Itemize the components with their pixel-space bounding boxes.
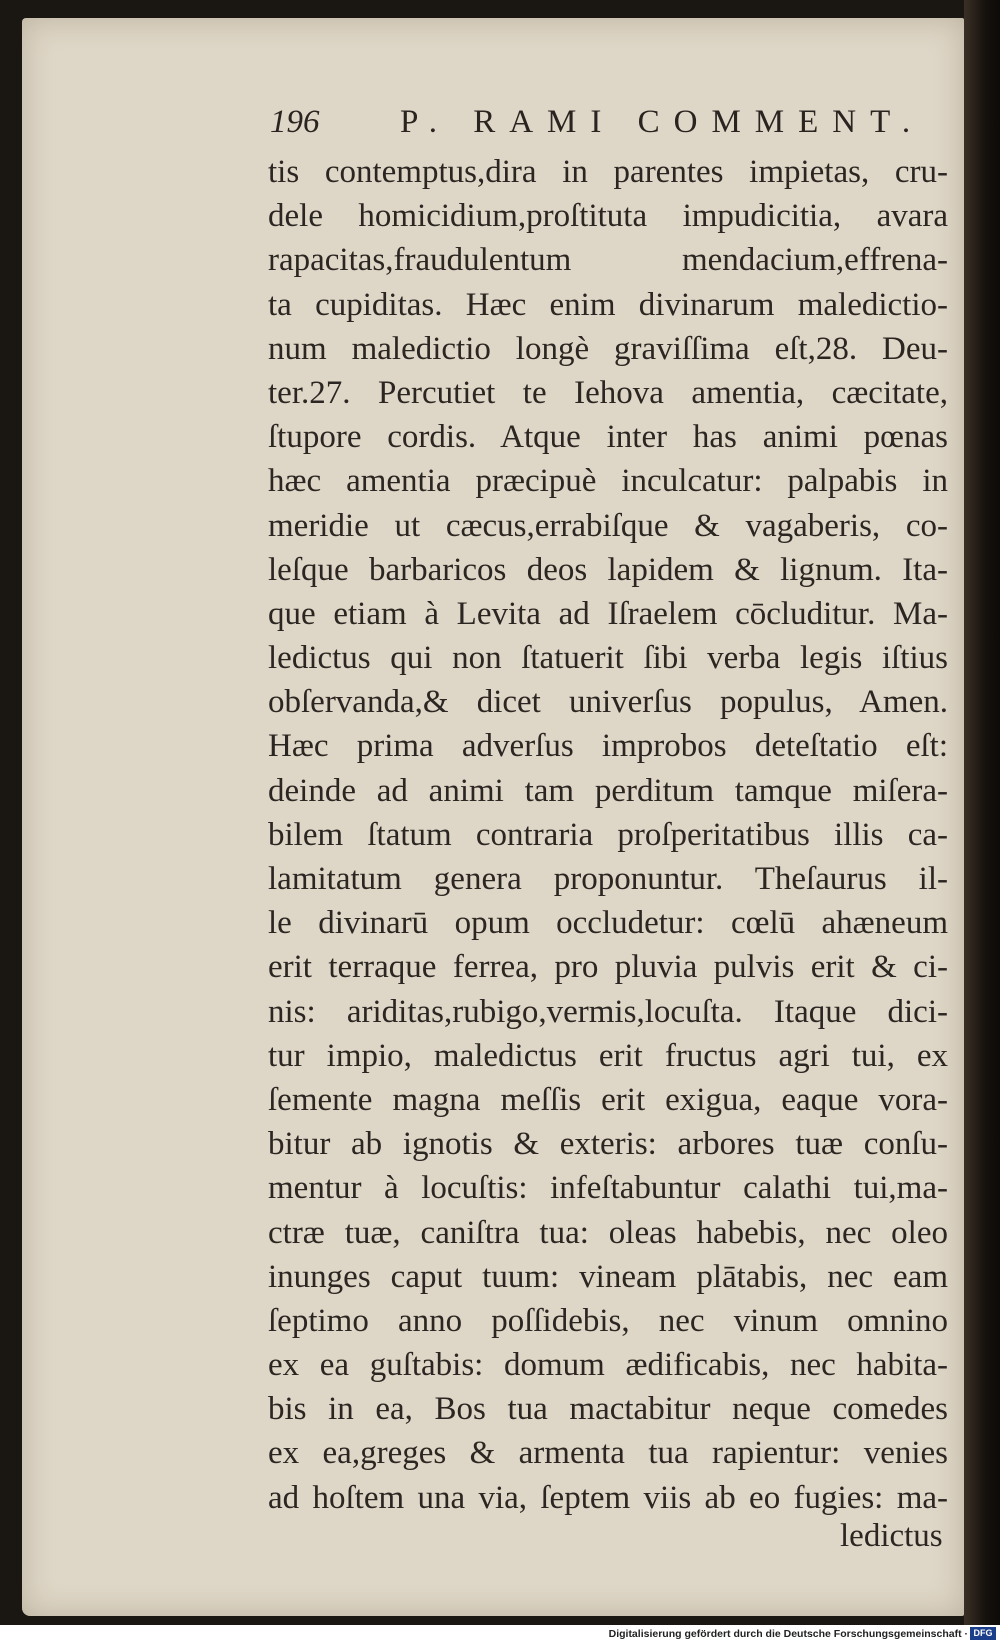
text-line: rapacitas,fraudulentum mendacium,effrena- [268,242,948,279]
dfg-logo-icon: DFG [970,1627,996,1640]
text-line: bis in ea, Bos tua mactabitur neque comedes [268,1391,948,1428]
text-line: Hæc prima adverſus improbos deteſtatio eſt: [268,728,948,765]
text-line: ſeptimo anno poſſidebis, nec vinum omnino [268,1302,948,1339]
running-head [270,104,950,152]
text-line: ſemente magna meſſis erit exigua, eaque vora- [268,1081,948,1118]
text-line: mentur à locuſtis: infeſtabuntur calathi tui,ma- [268,1170,948,1207]
text-line: bitur ab ignotis & exteris: arbores tuæ conſu- [268,1126,948,1163]
text-line: lamitatum genera proponuntur. Theſaurus il- [268,861,948,897]
text-line: ex ea guſtabis: domum ædificabis, nec habita- [268,1347,948,1384]
text-line: dele homicidium,proſtituta impudicitia, avara [268,198,948,235]
page-number: 196 [270,104,320,140]
text-line: hæc amentia præcipuè inculcatur: palpabis in [268,463,948,500]
text-line: ctræ tuæ, caniſtra tua: oleas habebis, nec oleo [268,1214,948,1251]
funding-credit: Digitalisierung gefördert durch die Deutsche Forschungsgemeinschaft · [608,1628,968,1640]
catchword: ledictus [840,1518,943,1554]
text-line: obſervanda,& dicet univerſus populus, Amen. [268,684,948,721]
text-line: ledictus qui non ſtatuerit ſibi verba legis iſtius [268,640,948,677]
text-line: que etiam à Levita ad Iſraelem cōcluditur. Ma- [268,595,948,632]
text-line: meridie ut cæcus,errabiſque & vagaberis, co- [268,507,948,544]
body-text [268,150,948,1520]
text-line: num maledictio longè graviſſima eſt,28. Deu- [268,330,948,367]
running-title: P. RAMI COMMENT. [400,104,925,140]
text-line: bilem ſtatum contraria proſperitatibus illis ca- [268,816,948,853]
text-line: ter.27. Percutiet te Iehova amentia, cæcitate, [268,374,948,411]
text-line: ſtupore cordis. Atque inter has animi pœnas [268,419,948,456]
text-line: inunges caput tuum: vineam plātabis, nec eam [268,1258,948,1295]
text-line: leſque barbaricos deos lapidem & lignum. Ita- [268,551,948,588]
book-edge [964,0,1000,1625]
text-line: tis contemptus,dira in parentes impietas, cru- [268,154,948,190]
text-line: nis: ariditas,rubigo,vermis,locuſta. Itaque dici- [268,993,948,1030]
text-line: ex ea,greges & armenta tua rapientur: venies [268,1435,948,1472]
text-line: ta cupiditas. Hæc enim divinarum maledictio- [268,286,948,323]
text-line: le divinarū opum occludetur: cœlū ahæneum [268,905,948,942]
text-line: deinde ad animi tam perditum tamque miſera- [268,772,948,809]
text-line: erit terraque ferrea, pro pluvia pulvis erit & ci- [268,949,948,986]
text-line: ad hoſtem una via, ſeptem viis ab eo fugies: ma- [268,1479,948,1516]
text-line: tur impio, maledictus erit fructus agri tui, ex [268,1037,948,1074]
